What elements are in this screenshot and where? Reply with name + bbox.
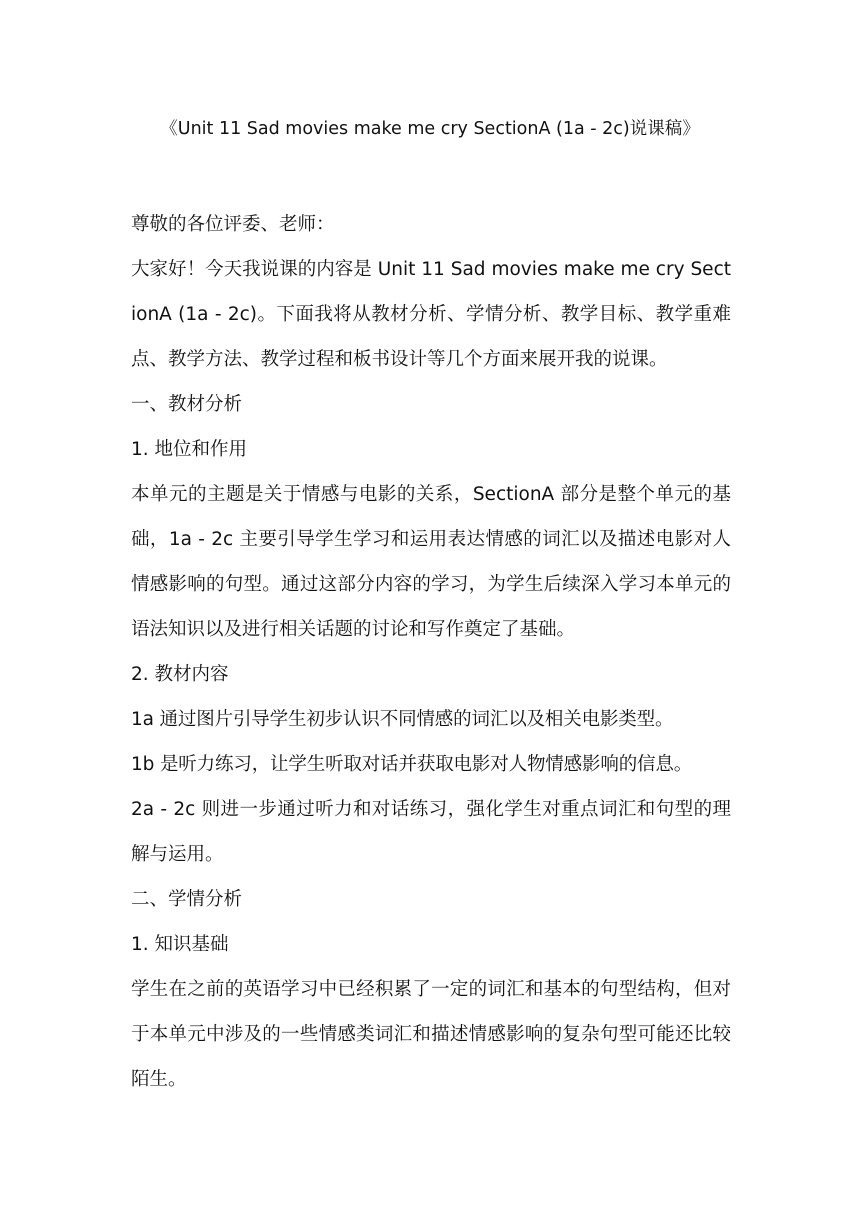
subsection-heading-knowledge-base: 1. 知识基础 bbox=[131, 934, 229, 955]
greeting: 尊敬的各位评委、老师： bbox=[131, 214, 335, 235]
document-body bbox=[131, 202, 731, 1102]
subsection-heading-textbook-content: 2. 教材内容 bbox=[131, 664, 229, 685]
section-heading-textbook-analysis: 一、教材分析 bbox=[131, 394, 243, 415]
content-line-2a-2c: 2a - 2c 则进一步通过听力和对话练习，强化学生对重点词汇和句型的理解与运用。 bbox=[131, 799, 731, 865]
section-heading-learner-analysis: 二、学情分析 bbox=[131, 889, 243, 910]
subsection-heading-position-role: 1. 地位和作用 bbox=[131, 439, 248, 460]
content-line-1b: 1b 是听力练习，让学生听取对话并获取电影对人物情感影响的信息。 bbox=[131, 754, 693, 775]
document-title: 《Unit 11 Sad movies make me cry SectionA (1a - 2c)说课稿》 bbox=[160, 119, 700, 139]
position-role-paragraph: 本单元的主题是关于情感与电影的关系，SectionA 部分是整个单元的基础，1a - 2c 主要引导学生学习和运用表达情感的词汇以及描述电影对人情感影响的句型。通过这部分内容的学习，为学生后续深入学习本单元的语法知识以及进行相关话题的讨论和写作奠定了基础。 bbox=[131, 484, 731, 640]
intro-paragraph: 大家好！今天我说课的内容是 Unit 11 Sad movies make me cry SectionA (1a - 2c)。下面我将从教材分析、学情分析、教学目标、教学重难点、教学方法、教学过程和板书设计等几个方面来展开我的说课。 bbox=[131, 259, 731, 370]
content-line-1a: 1a 通过图片引导学生初步认识不同情感的词汇以及相关电影类型。 bbox=[131, 709, 674, 730]
knowledge-base-paragraph: 学生在之前的英语学习中已经积累了一定的词汇和基本的句型结构，但对于本单元中涉及的一些情感类词汇和描述情感影响的复杂句型可能还比较陌生。 bbox=[131, 979, 731, 1090]
